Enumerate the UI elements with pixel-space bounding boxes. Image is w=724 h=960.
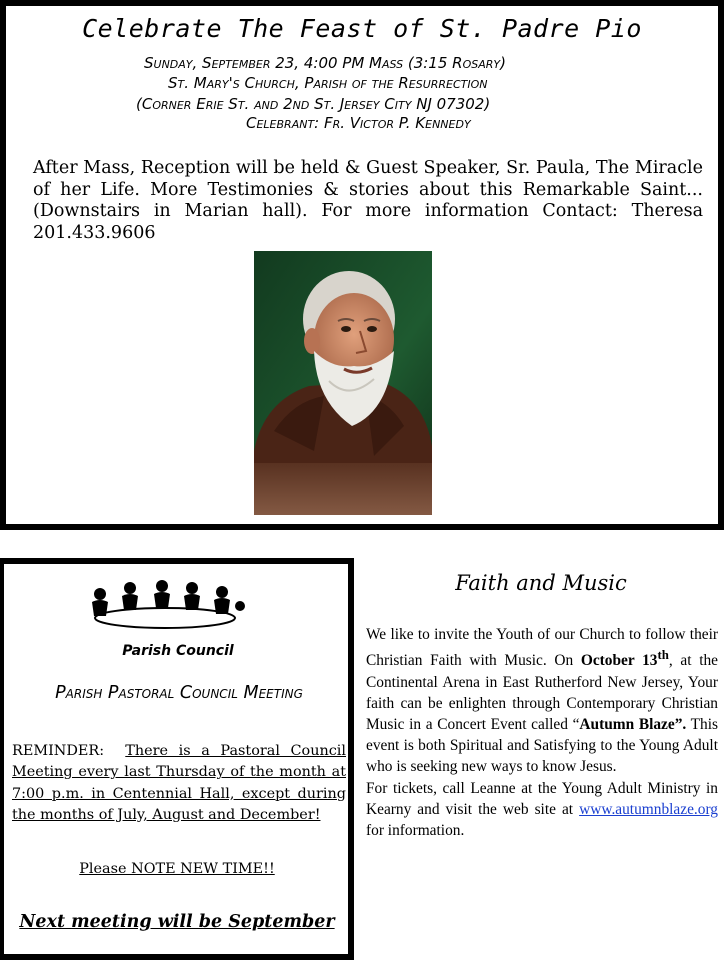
padre-pio-portrait — [254, 251, 432, 515]
parish-council-box — [0, 558, 354, 960]
reminder-label: REMINDER: — [12, 743, 105, 759]
faith-music-title: Faith and Music — [455, 571, 627, 595]
feast-title: Celebrate The Feast of St. Padre Pio — [82, 14, 642, 43]
fm-text: For tickets, call Leanne at the Young Adult Ministry in Kearny and visit the web site at — [366, 779, 718, 818]
church-address: (Corner Erie St. and 2nd St. Jersey City NJ 07302) — [136, 95, 491, 113]
concert-date — [580, 648, 669, 670]
parish-council-logo — [80, 578, 250, 634]
fm-text: , at the Continental Arena in East Rutherford New Jersey, Your faith can be enlighten through Contemporary Christian Music in a Concert Event called “ — [366, 652, 718, 733]
faith-music-body — [366, 624, 718, 841]
fm-text: This event is both Spiritual and Satisfying to the Young Adult who is seeking new ways to know Jesus. — [366, 715, 719, 776]
fm-text: We like to invite the Youth of our Church to follow their Christian Faith with Music. On — [366, 626, 718, 670]
next-meeting: Next meeting will be September — [19, 912, 335, 932]
meeting-reminder — [12, 741, 346, 826]
council-meeting-heading: Parish Pastoral Council Meeting — [55, 683, 303, 703]
logo-caption: Parish Council — [122, 643, 234, 659]
reminder-text: There is a Pastoral Council Meeting every last Thursday of the month at 7:00 p.m. in Centennial Hall, except during the months of July, August and December! — [12, 743, 346, 823]
date-suffix: th — [657, 648, 669, 663]
church-name: St. Mary's Church, Parish of the Resurrection — [168, 74, 488, 92]
autumn-blaze-link[interactable]: www.autumnblaze.org — [579, 800, 718, 818]
new-time-note: Please NOTE NEW TIME!! — [79, 861, 275, 877]
fm-text: for information. — [366, 821, 465, 839]
event-name: Autumn Blaze”. — [579, 715, 687, 733]
mass-time: Sunday, September 23, 4:00 PM Mass (3:15 Rosary) — [144, 54, 506, 72]
reception-details: After Mass, Reception will be held & Guest Speaker, Sr. Paula, The Miracle of her Life. More Testimonies & stories about this Remarkable Saint... (Downstairs in Marian hall). For more information Contact: Theresa 201.433.9606 — [33, 158, 703, 243]
concert-date-text: October 13 — [580, 652, 658, 670]
celebrant: Celebrant: Fr. Victor P. Kennedy — [246, 114, 471, 132]
